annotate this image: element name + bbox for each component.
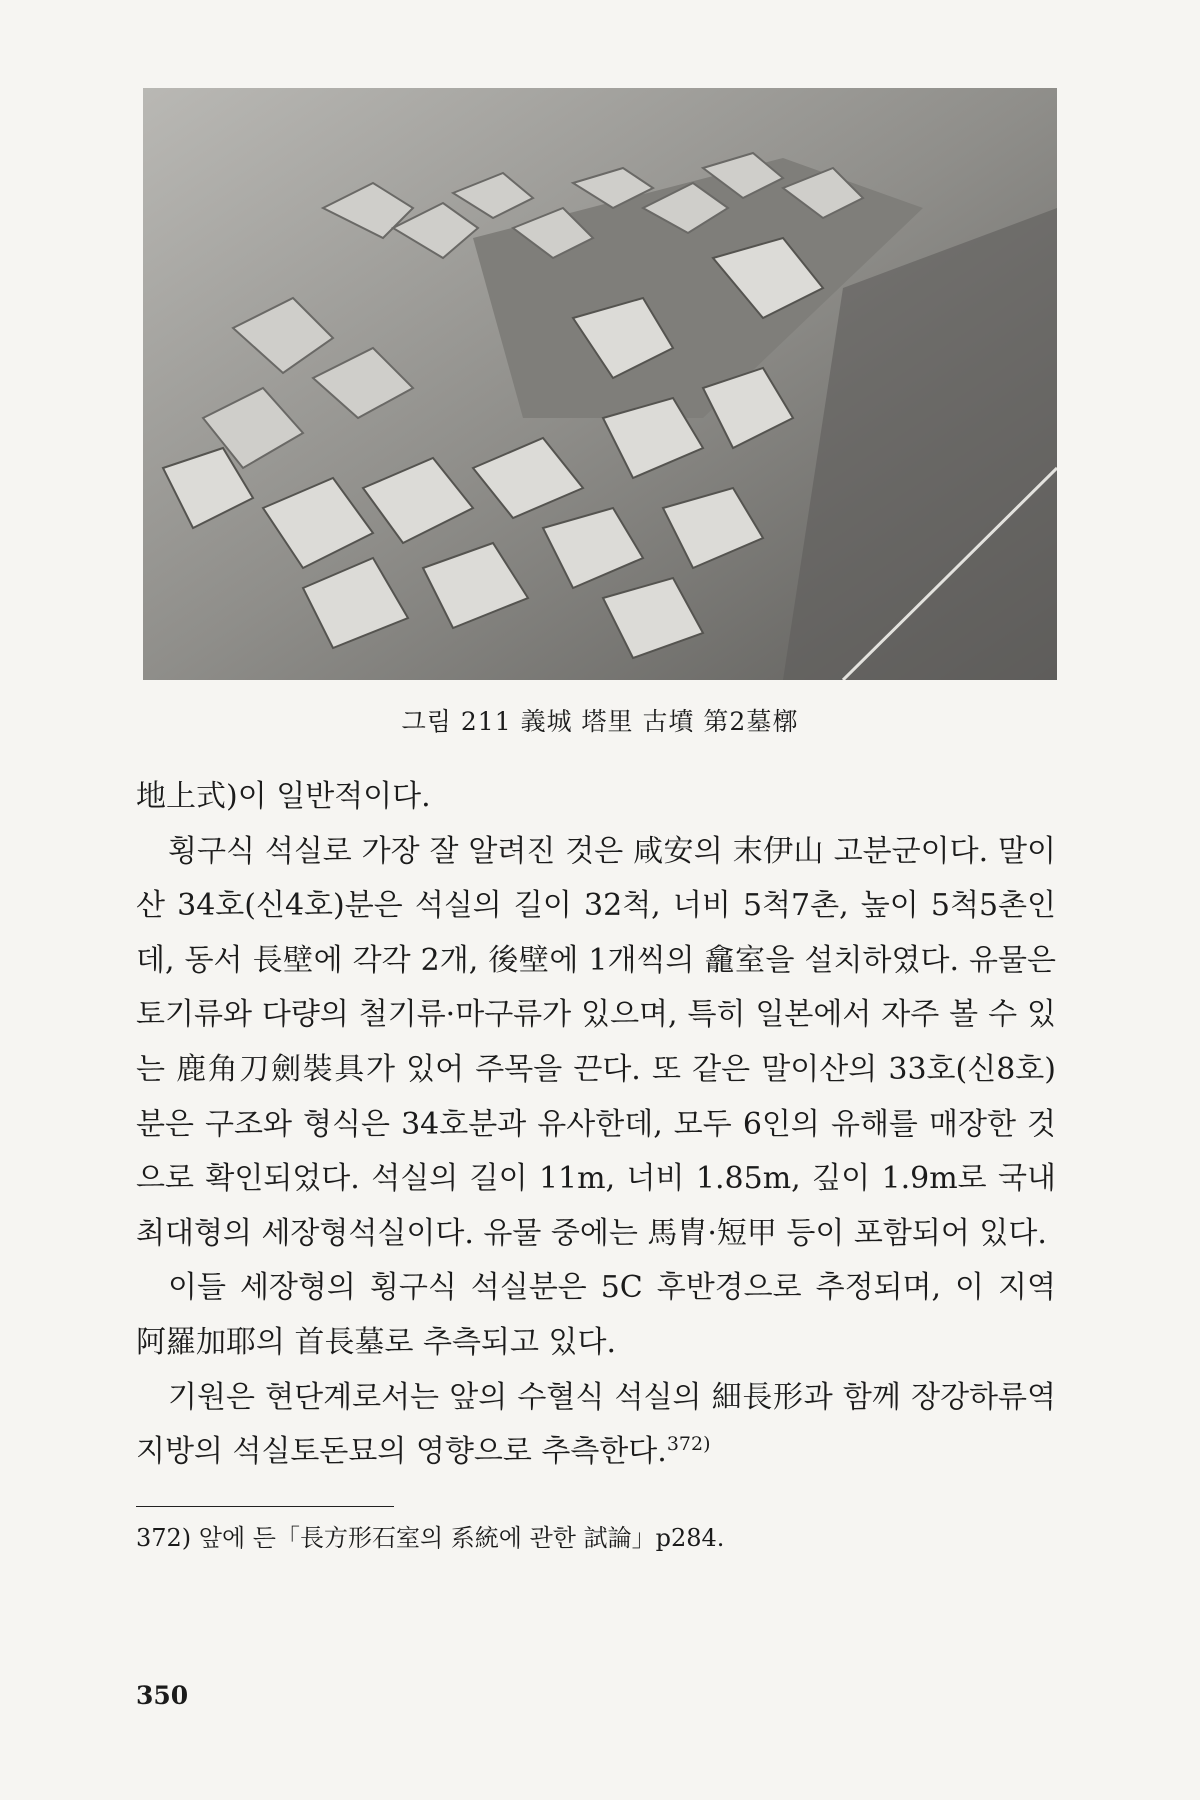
body-text <box>136 770 1056 1480</box>
page-number: 350 <box>136 1681 189 1710</box>
figure-caption: 그림 211 義城 塔里 古墳 第2墓槨 <box>401 707 799 736</box>
footnote-reference: 372) <box>666 1433 711 1456</box>
excavation-photo <box>143 88 1057 680</box>
paragraph-text: 기원은 현단계로서는 앞의 수혈식 석실의 細長形과 함께 장강하류역지방의 석실토돈묘의 영향으로 추측한다. <box>136 1379 1056 1470</box>
paragraph <box>136 1371 1056 1480</box>
paragraph: 이들 세장형의 횡구식 석실분은 5C 후반경으로 추정되며, 이 지역 阿羅加耶의 首長墓로 추측되고 있다. <box>136 1270 1056 1360</box>
footnote-divider <box>136 1506 394 1507</box>
footnote: 372) 앞에 든「長方形石室의 系統에 관한 試論」p284. <box>136 1524 725 1552</box>
paragraph: 地上式)이 일반적이다. <box>136 779 431 814</box>
paragraph: 횡구식 석실로 가장 잘 알려진 것은 咸安의 末伊山 고분군이다. 말이산 34호(신4호)분은 석실의 길이 32척, 너비 5척7촌, 높이 5척5촌인데, 동서 長壁에 각각 2개, 後壁에 1개씩의 龕室을 설치하였다. 유물은 토기류와 다량의 철기류·마구류가 있으며, 특히 일본에서 자주 볼 수 있는 鹿角刀劍裝具가 있어 주목을 끈다. 또 같은 말이산의 33호(신8호)분은 구조와 형식은 34호분과 유사한데, 모두 6인의 유해를 매장한 것으로 확인되었다. 석실의 길이 11m, 너비 1.85m, 깊이 1.9m로 국내 최대형의 세장형석실이다. 유물 중에는 馬胄·短甲 등이 포함되어 있다. <box>136 833 1056 1251</box>
excavation-photo-illustration <box>143 88 1057 680</box>
